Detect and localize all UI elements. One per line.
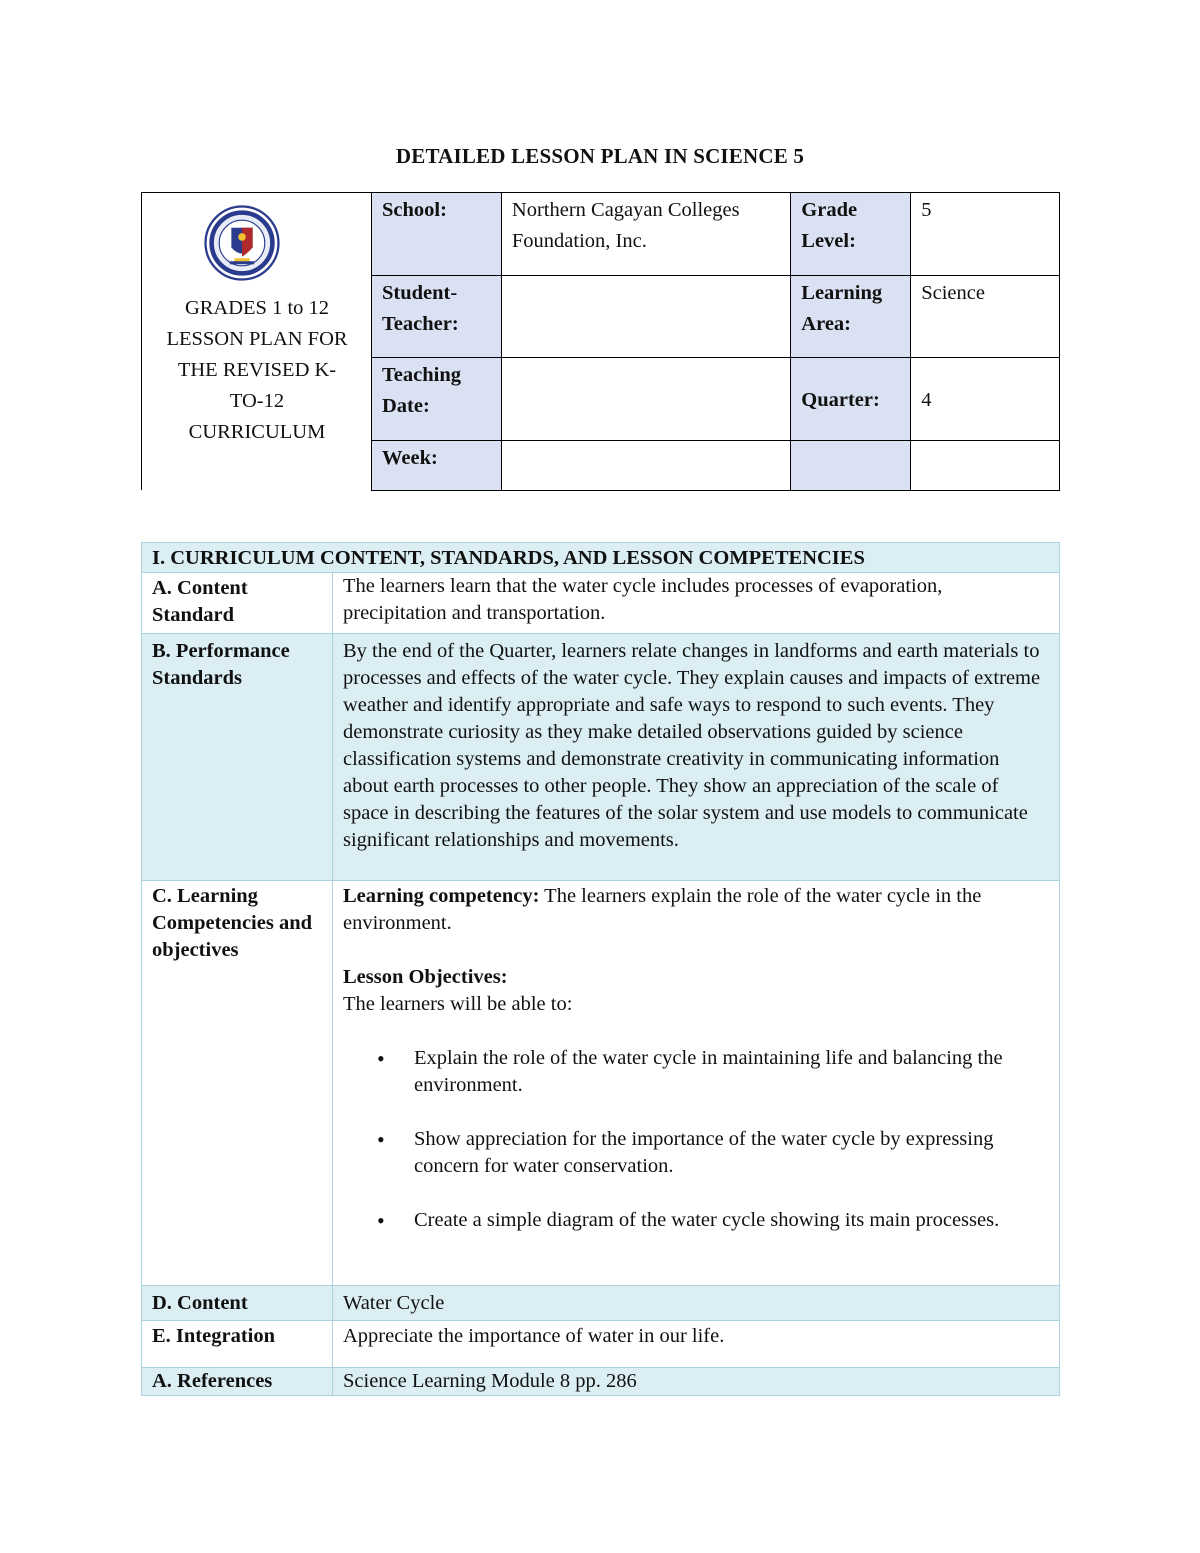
caption-line: LESSON PLAN FOR xyxy=(166,328,348,350)
content-text: Water Cycle xyxy=(333,1286,1060,1321)
grade-level-value: 5 xyxy=(911,193,1060,276)
school-label: School: xyxy=(372,193,502,276)
caption-line: THE REVISED K- xyxy=(177,359,337,381)
objectives-list xyxy=(343,1045,1049,1234)
competency-label: Learning competency: xyxy=(343,885,540,907)
teaching-date-label: Teaching Date: xyxy=(372,358,502,441)
school-value: Northern Cagayan Colleges Foundation, Inc. xyxy=(501,193,790,276)
learning-area-label: Learning Area: xyxy=(791,276,911,358)
objectives-intro: The learners will be able to: xyxy=(343,993,573,1015)
quarter-label: Quarter: xyxy=(791,358,911,441)
deped-seal-icon xyxy=(204,205,280,281)
empty-label-cell xyxy=(791,441,911,491)
objective-item: • Explain the role of the water cycle in maintaining life and balancing the environment. xyxy=(343,1045,1049,1099)
objective-item: • Show appreciation for the importance of the water cycle by expressing concern for water conservation. xyxy=(343,1126,1049,1180)
caption-line: GRADES 1 to 12 xyxy=(184,297,330,319)
integration-text: Appreciate the importance of water in our life. xyxy=(333,1321,1060,1368)
document-title: DETAILED LESSON PLAN IN SCIENCE 5 xyxy=(395,144,805,168)
quarter-value: 4 xyxy=(911,358,1060,441)
lesson-info-table xyxy=(371,192,1060,491)
competency-statement xyxy=(343,883,1049,937)
week-value xyxy=(501,441,790,491)
performance-standards-text: By the end of the Quarter, learners relate changes in landforms and earth materials to processes and effects of the water cycle. They explain causes and impacts of extreme weather and identify appropriate and safe ways to respond to such events. They demonstrate curiosity as they make detailed observations guided by science classification systems and demonstrate creativity in communicating information about earth processes to other people. They show an appreciation of the scale of space in describing the features of the solar system and use models to communicate significant relationships and movements. xyxy=(333,634,1060,881)
student-teacher-value xyxy=(501,276,790,358)
competency-text: The learners explain the role of the water cycle in the environment. xyxy=(343,885,982,934)
empty-value-cell xyxy=(911,441,1060,491)
performance-standards-label: B. Performance Standards xyxy=(142,634,333,881)
header-left-panel xyxy=(141,192,371,490)
content-standard-text: The learners learn that the water cycle includes processes of evaporation, precipitation and transportation. xyxy=(333,573,1060,634)
teaching-date-value xyxy=(501,358,790,441)
learning-area-value: Science xyxy=(911,276,1060,358)
curriculum-table xyxy=(141,542,1060,1396)
objective-item: • Create a simple diagram of the water cycle showing its main processes. xyxy=(343,1207,1049,1234)
content-label: D. Content xyxy=(142,1286,333,1321)
week-label: Week: xyxy=(372,441,502,491)
objectives-label: Lesson Objectives: xyxy=(343,966,508,988)
caption-line: TO-12 xyxy=(229,390,285,412)
learning-competencies-label: C. Learning Competencies and objectives xyxy=(142,881,333,1286)
curriculum-caption xyxy=(142,293,372,448)
content-standard-label: A. Content Standard xyxy=(142,573,333,634)
lesson-header xyxy=(141,192,1060,490)
grade-level-label: Grade Level: xyxy=(791,193,911,276)
learning-competencies-cell xyxy=(333,881,1060,1286)
student-teacher-label: Student- Teacher: xyxy=(372,276,502,358)
references-label: A. References xyxy=(142,1368,333,1396)
section-title: I. CURRICULUM CONTENT, STANDARDS, AND LESSON COMPETENCIES xyxy=(142,543,1060,573)
caption-line: CURRICULUM xyxy=(188,421,326,443)
references-text: Science Learning Module 8 pp. 286 xyxy=(333,1368,1060,1396)
integration-label: E. Integration xyxy=(142,1321,333,1368)
